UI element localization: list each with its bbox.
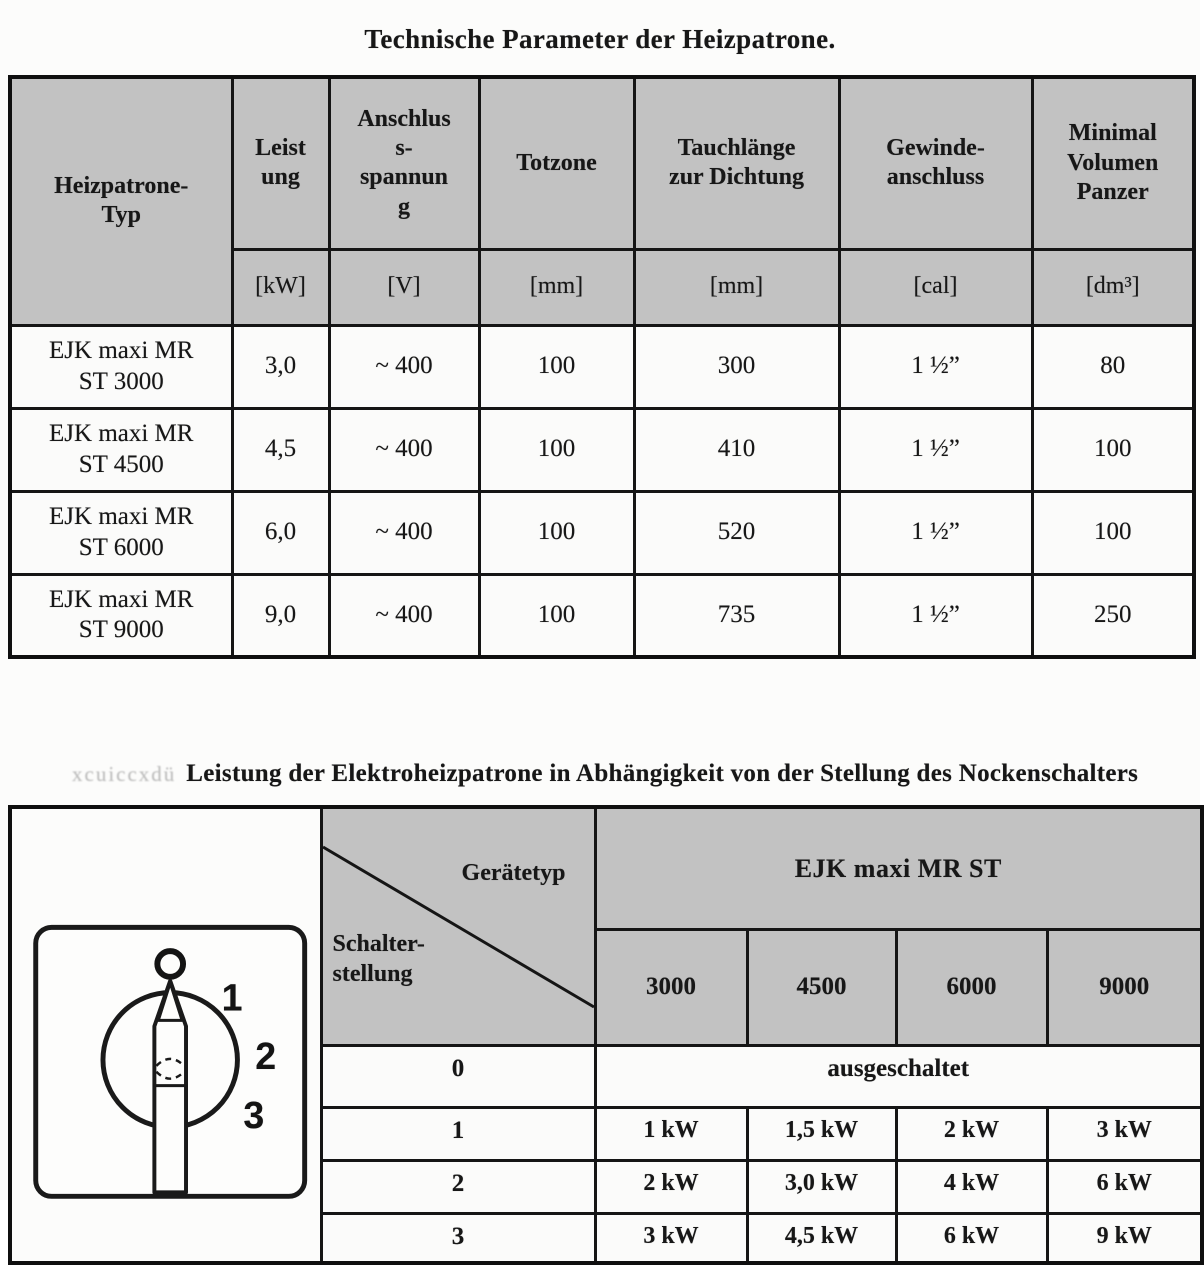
cell-leistung: 3,0 [232, 325, 329, 408]
diagonal-header-cell [321, 807, 595, 1046]
switch-position-0: 0 [321, 1046, 595, 1108]
cell-tauchlaenge: 410 [634, 408, 839, 491]
faded-smudge-text: xcuiccxdü [72, 762, 177, 786]
cell-spannung: ~ 400 [329, 491, 479, 574]
cell-spannung: ~ 400 [329, 408, 479, 491]
col-header-leistung: Leist ung [232, 77, 329, 249]
cell-spannung: ~ 400 [329, 574, 479, 657]
cell-type: EJK maxi MR ST 6000 [10, 491, 232, 574]
switch-position-2: 2 [321, 1160, 595, 1213]
cell-gewinde: 1 ½” [839, 491, 1032, 574]
cell-gewinde: 1 ½” [839, 325, 1032, 408]
col-header-totzone: Totzone [479, 77, 634, 249]
table-row [10, 408, 1194, 491]
unit-cal: [cal] [839, 249, 1032, 325]
cell-tauchlaenge: 735 [634, 574, 839, 657]
power-cell: 3,0 kW [747, 1160, 896, 1213]
document-title: Technische Parameter der Heizpatrone. [364, 24, 836, 54]
power-cell: 1,5 kW [747, 1107, 896, 1160]
position-label-1: 1 [221, 976, 243, 1019]
power-cell: 3 kW [595, 1214, 747, 1263]
off-state-cell: ausgeschaltet [595, 1046, 1202, 1108]
model-header-3000: 3000 [595, 929, 747, 1045]
cam-switch-diagram-cell [10, 807, 321, 1263]
table-row [10, 325, 1194, 408]
power-table-title [0, 760, 1200, 788]
cell-volumen: 250 [1032, 574, 1194, 657]
cell-tauchlaenge: 300 [634, 325, 839, 408]
cell-spannung: ~ 400 [329, 325, 479, 408]
power-cell: 9 kW [1047, 1214, 1202, 1263]
cell-type: EJK maxi MR ST 9000 [10, 574, 232, 657]
cell-type: EJK maxi MR ST 4500 [10, 408, 232, 491]
cell-totzone: 100 [479, 408, 634, 491]
unit-mm-totzone: [mm] [479, 249, 634, 325]
model-header-6000: 6000 [896, 929, 1047, 1045]
power-vs-position-table [8, 805, 1204, 1265]
cell-leistung: 6,0 [232, 491, 329, 574]
power-cell: 2 kW [896, 1107, 1047, 1160]
cell-totzone: 100 [479, 491, 634, 574]
cell-totzone: 100 [479, 325, 634, 408]
position-label-2: 2 [255, 1034, 277, 1077]
cell-leistung: 4,5 [232, 408, 329, 491]
position-label-3: 3 [243, 1094, 265, 1137]
unit-dm3: [dm³] [1032, 249, 1194, 325]
group-header-ejk-maxi-mr-st: EJK maxi MR ST [595, 807, 1202, 929]
cell-totzone: 100 [479, 574, 634, 657]
power-cell: 2 kW [595, 1160, 747, 1213]
cell-tauchlaenge: 520 [634, 491, 839, 574]
cell-volumen: 100 [1032, 408, 1194, 491]
col-header-heizpatrone-typ: Heizpatrone- Typ [10, 77, 232, 325]
model-header-9000: 9000 [1047, 929, 1202, 1045]
cell-volumen: 80 [1032, 325, 1194, 408]
corner-label-geraetetyp: Gerätetyp [461, 859, 566, 886]
col-header-tauchlaenge: Tauchlänge zur Dichtung [634, 77, 839, 249]
power-cell: 1 kW [595, 1107, 747, 1160]
col-header-gewindeanschluss: Gewinde- anschluss [839, 77, 1032, 249]
power-cell: 3 kW [1047, 1107, 1202, 1160]
cell-volumen: 100 [1032, 491, 1194, 574]
unit-v: [V] [329, 249, 479, 325]
cell-gewinde: 1 ½” [839, 574, 1032, 657]
power-cell: 4,5 kW [747, 1214, 896, 1263]
cell-gewinde: 1 ½” [839, 408, 1032, 491]
power-table-title-text: Leistung der Elektroheizpatrone in Abhängigkeit von der Stellung des Nockenschalters [186, 760, 1139, 787]
unit-kw: [kW] [232, 249, 329, 325]
technical-parameters-table [8, 75, 1196, 659]
corner-label-schalterstellung: Schalter- stellung [332, 930, 425, 987]
col-header-minimal-volumen: Minimal Volumen Panzer [1032, 77, 1194, 249]
cam-switch-illustration [12, 870, 320, 1230]
table-row [10, 574, 1194, 657]
switch-position-1: 1 [321, 1107, 595, 1160]
unit-mm-tauchlaenge: [mm] [634, 249, 839, 325]
model-header-4500: 4500 [747, 929, 896, 1045]
switch-position-3: 3 [321, 1214, 595, 1263]
cell-type: EJK maxi MR ST 3000 [10, 325, 232, 408]
power-cell: 6 kW [1047, 1160, 1202, 1213]
cell-leistung: 9,0 [232, 574, 329, 657]
power-cell: 4 kW [896, 1160, 1047, 1213]
table-row [10, 491, 1194, 574]
col-header-anschlussspannung: Anschlus s- spannun g [329, 77, 479, 249]
power-cell: 6 kW [896, 1214, 1047, 1263]
